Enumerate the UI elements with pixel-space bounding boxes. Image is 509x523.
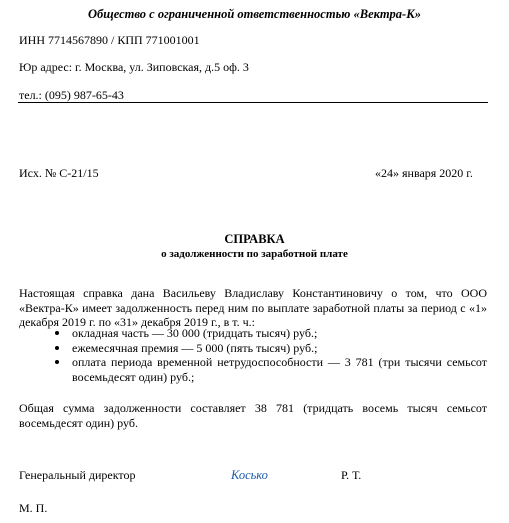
bullet-icon — [55, 360, 59, 364]
inn-kpp: ИНН 7714567890 / КПП 771001001 — [19, 33, 200, 47]
list-item-text: окладная часть — 30 000 (тридцать тысяч) руб.; — [72, 326, 318, 340]
bullet-icon — [55, 331, 59, 335]
list-item — [19, 355, 487, 384]
phone-number: тел.: (095) 987-65-43 — [19, 88, 124, 102]
list-item — [19, 341, 487, 356]
total-paragraph: Общая сумма задолженности составляет 38 781 (тридцать восемь тысяч семьсот восемьдесят один) руб. — [19, 401, 487, 430]
document-title: СПРАВКА — [224, 232, 285, 246]
list-item-text: ежемесячная премия — 5 000 (пять тысяч) руб.; — [72, 340, 318, 355]
debt-breakdown-list — [19, 326, 487, 384]
signer-role: Генеральный директор — [19, 468, 136, 482]
company-name: Общество с ограниченной ответственностью «Вектра-К» — [88, 7, 421, 21]
list-item — [19, 326, 487, 341]
outgoing-number: Исх. № С-21/15 — [19, 166, 99, 180]
signer-initials: Р. Т. — [341, 468, 362, 482]
document-subtitle: о задолженности по заработной плате — [161, 248, 348, 260]
seal-placeholder: М. П. — [19, 501, 48, 515]
header-divider — [18, 102, 488, 103]
intro-paragraph: Настоящая справка дана Васильеву Владиславу Константиновичу о том, что ООО «Вектра-К» имеет задолженность перед ним по выплате заработной платы за период с «1» декабря 2019 г. по «31» декабря 2019 г., в т. ч.: — [19, 286, 487, 329]
document-date: «24» января 2020 г. — [375, 166, 473, 180]
legal-address: Юр адрес: г. Москва, ул. Зиповская, д.5 оф. 3 — [19, 60, 249, 74]
list-item-text: оплата периода временной нетрудоспособности — 3 781 (три тысячи семьсот восемьдесят один) руб.; — [72, 355, 487, 384]
handwritten-signature: Косько — [231, 468, 268, 482]
bullet-icon — [55, 346, 59, 350]
